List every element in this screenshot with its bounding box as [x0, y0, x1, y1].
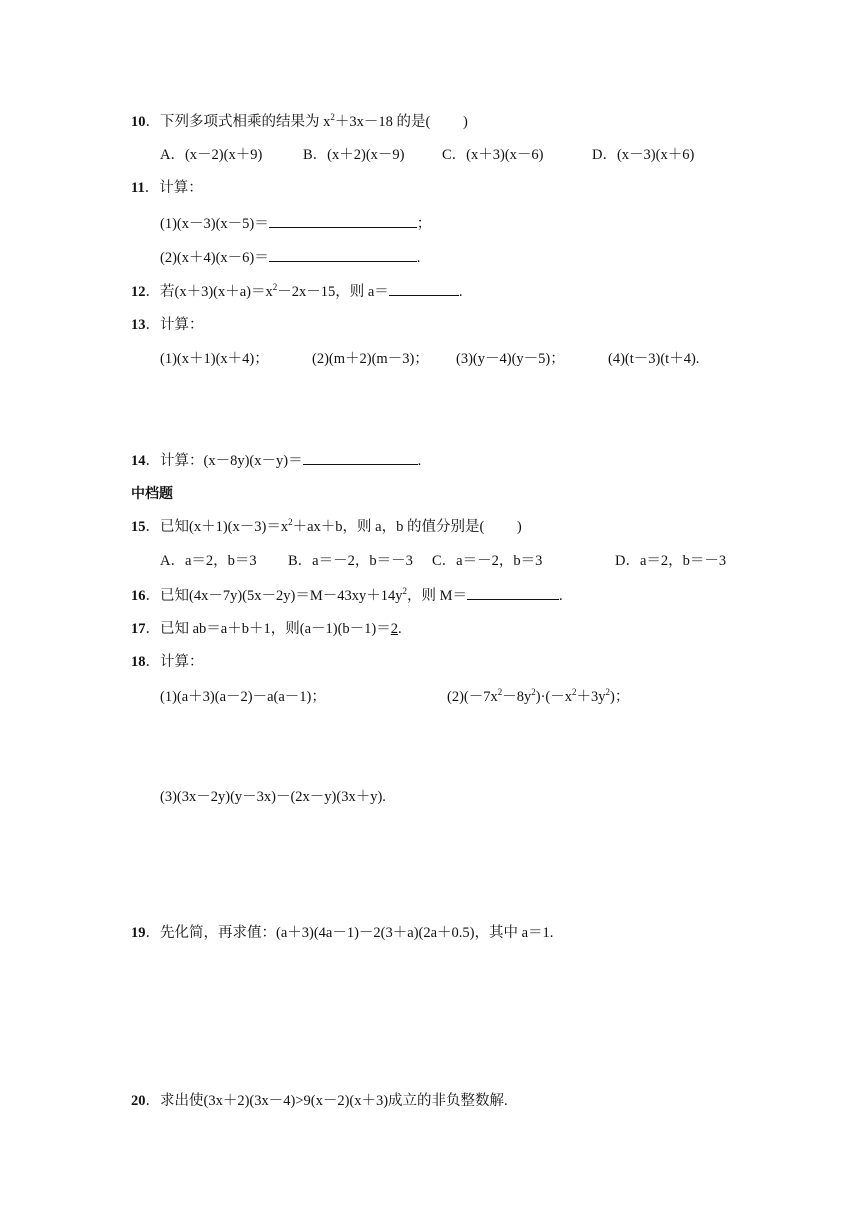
question-number: 13	[131, 317, 146, 333]
part-text: (1)(x－3)(x－5)＝	[160, 216, 269, 232]
question-number: 18	[131, 654, 146, 670]
option-b: B．(x＋2)(x－9)	[303, 147, 405, 163]
section-heading: 中档题	[131, 486, 173, 502]
part-text: (2)(x＋4)(x－6)＝	[160, 250, 269, 266]
question-13	[131, 315, 204, 335]
question-text: ．先化简，再求值：(a＋3)(4a－1)－2(3＋a)(2a＋0.5)，其中 a＝1.	[145, 925, 554, 941]
exponent: 2	[330, 112, 335, 122]
question-number: 17	[131, 621, 146, 637]
exponent: 2	[572, 687, 577, 697]
question-text-tail: ＋3x－18 的是( )	[334, 114, 468, 130]
question-10	[131, 112, 468, 132]
question-text: ．若(x＋3)(x＋a)＝x	[145, 284, 273, 300]
part-end: ；	[416, 216, 432, 232]
question-number: 15	[131, 519, 146, 535]
question-11-part-2	[160, 247, 420, 268]
option-b: B．a＝－2，b＝－3	[288, 553, 413, 569]
answer-blank	[389, 281, 459, 296]
question-11	[131, 178, 203, 198]
part-text: ＋3y	[576, 689, 606, 705]
question-18	[131, 652, 204, 672]
question-11-part-1	[160, 213, 431, 234]
exponent: 2	[531, 687, 536, 697]
option-a: A．(x－2)(x＋9)	[160, 147, 263, 163]
question-10-options	[160, 145, 780, 165]
question-15-options	[160, 551, 760, 571]
question-14	[131, 450, 421, 471]
question-end: .	[559, 588, 563, 604]
question-text: ．求出使(3x＋2)(3x－4)>9(x－2)(x＋3)成立的非负整数解.	[145, 1093, 508, 1109]
question-12	[131, 281, 462, 302]
option-c: C．a＝－2，b＝3	[432, 553, 543, 569]
part-1: (1)(x＋1)(x＋4)；	[160, 351, 269, 367]
question-15	[131, 517, 522, 537]
answer-blank	[269, 213, 417, 228]
option-d: D．a＝2，b＝－3	[615, 553, 727, 569]
answer-blank	[269, 247, 417, 262]
exponent: 2	[605, 687, 610, 697]
question-text-tail: －2x－15，则 a＝	[277, 284, 389, 300]
part-4: (4)(t－3)(t＋4).	[608, 351, 700, 367]
part-3: (3)(y－4)(y－5)；	[456, 351, 565, 367]
question-text: ．计算：	[145, 317, 204, 333]
exponent: 2	[288, 517, 293, 527]
part-2: (2)(m＋2)(m－3)；	[312, 351, 429, 367]
exponent: 2	[402, 586, 407, 596]
question-number: 19	[131, 925, 146, 941]
part-text: )；	[610, 689, 630, 705]
question-17	[131, 619, 402, 639]
question-text: ．计算：(x－8y)(x－y)＝	[145, 453, 303, 469]
answer-blank	[467, 585, 559, 600]
question-text: ．已知 ab＝a＋b＋1，则(a－1)(b－1)＝	[145, 621, 391, 637]
answer-blank	[303, 450, 418, 465]
question-text-tail: ，则 M＝	[406, 588, 467, 604]
question-19	[131, 923, 553, 943]
question-end: .	[458, 284, 463, 300]
underlined-answer: 2	[390, 621, 398, 637]
part-text: )·(－x	[535, 689, 572, 705]
question-number: 10	[131, 114, 146, 130]
question-number: 14	[131, 453, 146, 469]
exponent: 2	[272, 282, 278, 292]
question-13-parts	[160, 349, 760, 369]
question-number: 16	[131, 588, 146, 604]
question-18-part-3: (3)(3x－2y)(y－3x)－(2x－y)(3x＋y).	[160, 789, 386, 805]
option-a: A．a＝2，b＝3	[160, 553, 257, 569]
question-text-tail: ＋ax＋b，则 a，b 的值分别是( )	[292, 519, 522, 535]
question-text: ．下列多项式相乘的结果为 x	[145, 114, 331, 130]
question-end: .	[398, 621, 402, 637]
question-16	[131, 585, 563, 606]
question-end: .	[417, 453, 422, 469]
part-text: －8y	[502, 689, 532, 705]
question-18-part-1: (1)(a＋3)(a－2)－a(a－1)；	[160, 689, 326, 705]
question-text: ．计算：	[144, 180, 203, 196]
option-d: D．(x－3)(x＋6)	[592, 147, 695, 163]
question-text: ．计算：	[145, 654, 204, 670]
question-number: 20	[131, 1093, 146, 1109]
question-number: 11	[131, 180, 145, 196]
question-text: ．已知(x＋1)(x－3)＝x	[145, 519, 289, 535]
question-18-part-2	[447, 687, 629, 707]
part-text: (2)(－7x	[447, 689, 498, 705]
question-text: ．已知(4x－7y)(5x－2y)＝M－43xy＋14y	[145, 588, 403, 604]
exponent: 2	[497, 687, 503, 697]
question-number: 12	[131, 284, 146, 300]
question-20	[131, 1091, 508, 1111]
part-end: .	[416, 250, 421, 266]
option-c: C．(x＋3)(x－6)	[442, 147, 544, 163]
